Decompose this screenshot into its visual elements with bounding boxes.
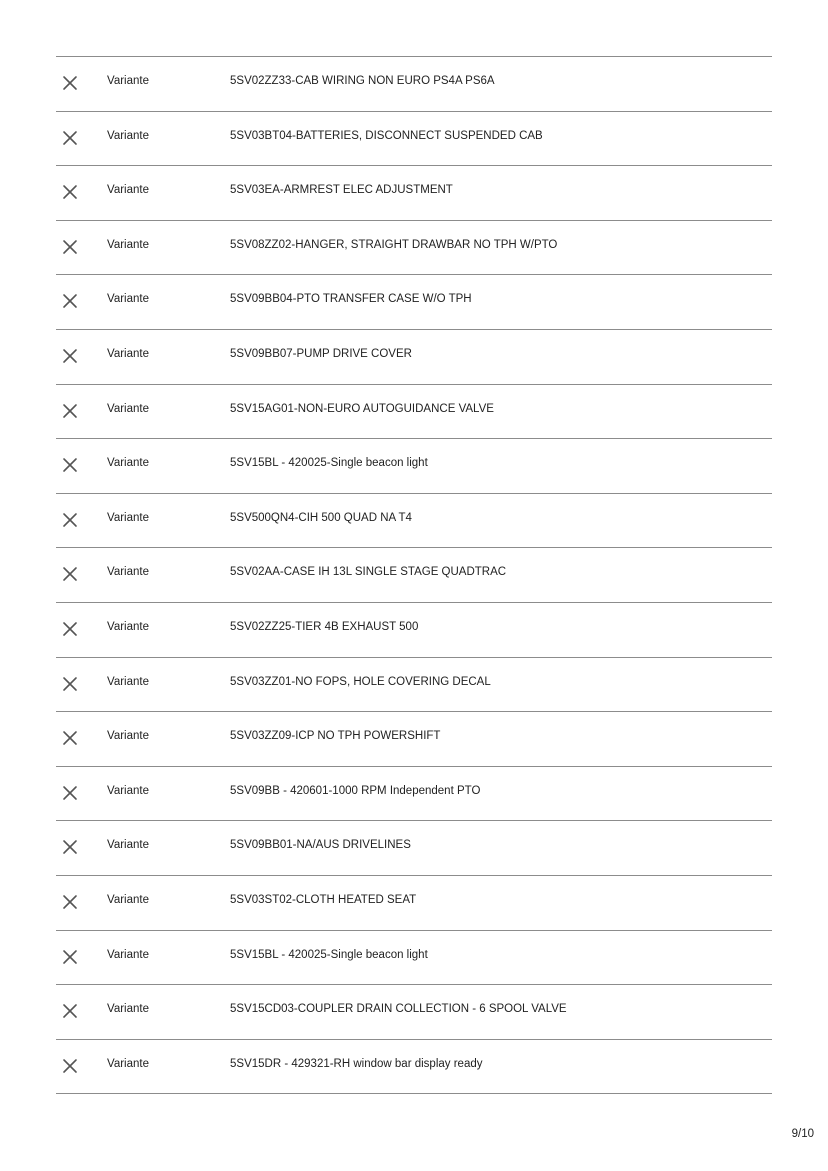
row-description: 5SV02AA-CASE IH 13L SINGLE STAGE QUADTRAC xyxy=(230,566,507,579)
row-type-label: Variante xyxy=(107,839,149,852)
row-description: 5SV03BT04-BATTERIES, DISCONNECT SUSPENDED CAB xyxy=(230,129,543,142)
close-x-icon[interactable] xyxy=(62,403,78,419)
row-description: 5SV15BL - 420025-Single beacon light xyxy=(230,948,428,961)
row-description: 5SV15DR - 429321-RH window bar display ready xyxy=(230,1057,483,1070)
close-x-icon[interactable] xyxy=(62,676,78,692)
table-row xyxy=(56,821,772,876)
row-description: 5SV02ZZ25-TIER 4B EXHAUST 500 xyxy=(230,620,419,633)
row-type-label: Variante xyxy=(107,402,149,415)
table-row xyxy=(56,767,772,822)
row-type-label: Variante xyxy=(107,893,149,906)
row-description: 5SV03EA-ARMREST ELEC ADJUSTMENT xyxy=(230,184,453,197)
close-x-icon[interactable] xyxy=(62,785,78,801)
table-row xyxy=(56,57,772,112)
row-type-label: Variante xyxy=(107,620,149,633)
row-type-label: Variante xyxy=(107,566,149,579)
row-type-label: Variante xyxy=(107,784,149,797)
row-description: 5SV02ZZ33-CAB WIRING NON EURO PS4A PS6A xyxy=(230,75,495,87)
close-x-icon[interactable] xyxy=(62,130,78,146)
row-type-label: Variante xyxy=(107,675,149,688)
close-x-icon[interactable] xyxy=(62,512,78,528)
close-x-icon[interactable] xyxy=(62,1003,78,1019)
row-description: 5SV03ST02-CLOTH HEATED SEAT xyxy=(230,893,417,906)
row-type-label: Variante xyxy=(107,511,149,524)
page-number: 9/10 xyxy=(791,1128,814,1140)
table-row xyxy=(56,712,772,767)
row-description: 5SV09BB - 420601-1000 RPM Independent PTO xyxy=(230,784,481,797)
table-row xyxy=(56,548,772,603)
close-x-icon[interactable] xyxy=(62,894,78,910)
table-row xyxy=(56,221,772,276)
row-description: 5SV03ZZ09-ICP NO TPH POWERSHIFT xyxy=(230,730,441,743)
table-row xyxy=(56,658,772,713)
table-row xyxy=(56,1040,772,1095)
close-x-icon[interactable] xyxy=(62,621,78,637)
row-type-label: Variante xyxy=(107,184,149,197)
row-type-label: Variante xyxy=(107,293,149,306)
close-x-icon[interactable] xyxy=(62,75,78,91)
row-type-label: Variante xyxy=(107,948,149,961)
row-description: 5SV15BL - 420025-Single beacon light xyxy=(230,457,428,470)
table-row xyxy=(56,166,772,221)
row-description: 5SV15CD03-COUPLER DRAIN COLLECTION - 6 SPOOL VALVE xyxy=(230,1003,567,1016)
close-x-icon[interactable] xyxy=(62,730,78,746)
table-row xyxy=(56,330,772,385)
row-type-label: Variante xyxy=(107,730,149,743)
row-description: 5SV09BB04-PTO TRANSFER CASE W/O TPH xyxy=(230,293,472,306)
row-type-label: Variante xyxy=(107,238,149,251)
row-type-label: Variante xyxy=(107,75,149,87)
table-row xyxy=(56,275,772,330)
close-x-icon[interactable] xyxy=(62,239,78,255)
table-row xyxy=(56,494,772,549)
row-type-label: Variante xyxy=(107,347,149,360)
row-description: 5SV500QN4-CIH 500 QUAD NA T4 xyxy=(230,511,412,524)
table-row xyxy=(56,439,772,494)
close-x-icon[interactable] xyxy=(62,457,78,473)
close-x-icon[interactable] xyxy=(62,348,78,364)
table-row xyxy=(56,385,772,440)
row-description: 5SV09BB07-PUMP DRIVE COVER xyxy=(230,347,412,360)
table-row xyxy=(56,931,772,986)
row-description: 5SV08ZZ02-HANGER, STRAIGHT DRAWBAR NO TPH W/PTO xyxy=(230,238,558,251)
close-x-icon[interactable] xyxy=(62,1058,78,1074)
row-type-label: Variante xyxy=(107,129,149,142)
table-row xyxy=(56,112,772,167)
row-description: 5SV09BB01-NA/AUS DRIVELINES xyxy=(230,839,411,852)
row-description: 5SV03ZZ01-NO FOPS, HOLE COVERING DECAL xyxy=(230,675,491,688)
table-row xyxy=(56,985,772,1040)
close-x-icon[interactable] xyxy=(62,293,78,309)
row-type-label: Variante xyxy=(107,1003,149,1016)
close-x-icon[interactable] xyxy=(62,839,78,855)
row-description: 5SV15AG01-NON-EURO AUTOGUIDANCE VALVE xyxy=(230,402,494,415)
close-x-icon[interactable] xyxy=(62,949,78,965)
options-table xyxy=(56,56,772,1094)
table-row xyxy=(56,603,772,658)
table-row xyxy=(56,876,772,931)
close-x-icon[interactable] xyxy=(62,184,78,200)
row-type-label: Variante xyxy=(107,457,149,470)
close-x-icon[interactable] xyxy=(62,566,78,582)
row-type-label: Variante xyxy=(107,1057,149,1070)
